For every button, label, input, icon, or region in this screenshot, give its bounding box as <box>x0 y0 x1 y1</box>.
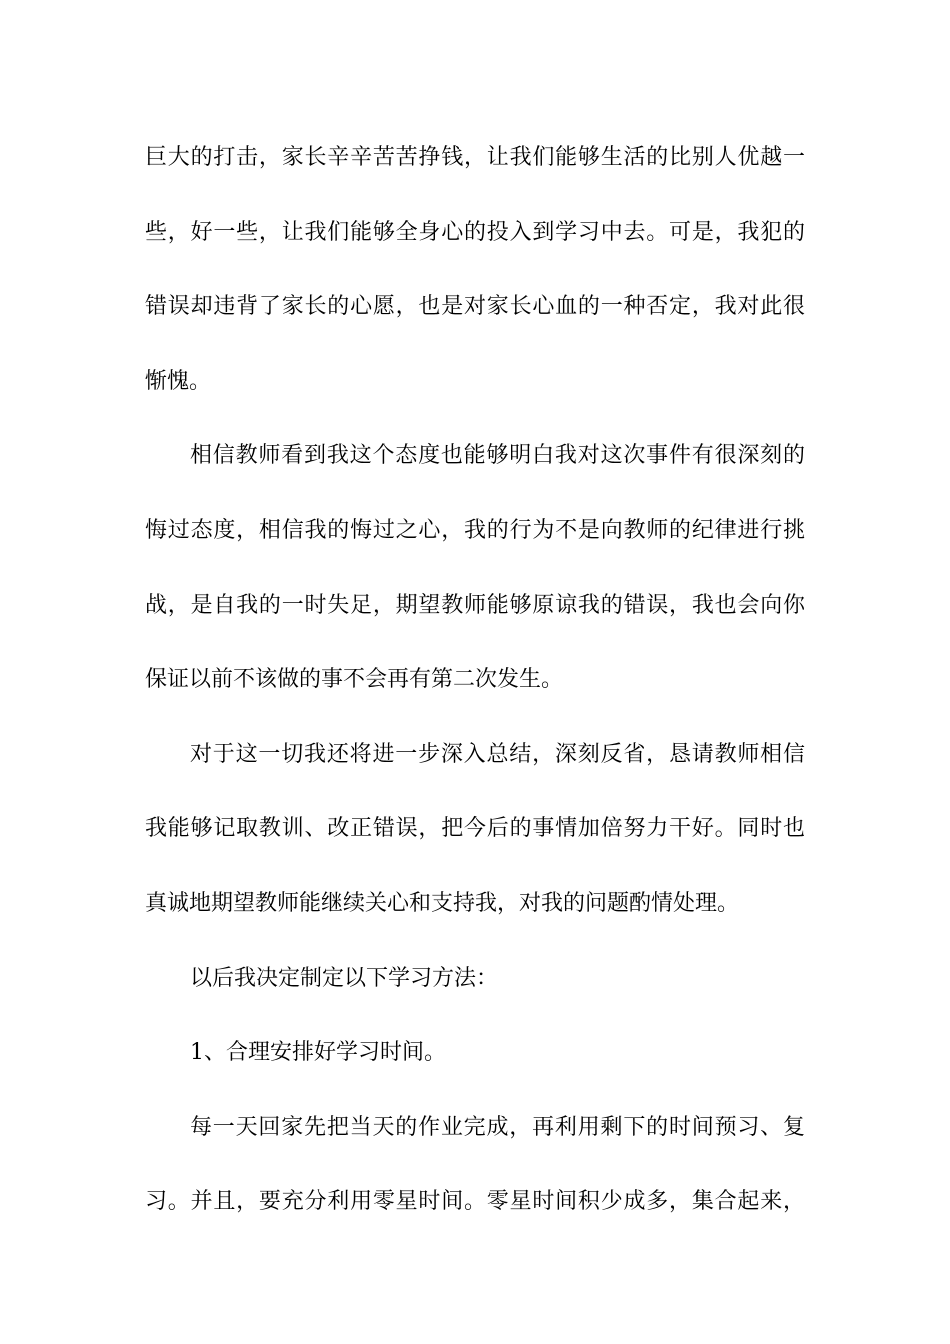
text-line: 真诚地期望教师能继续关心和支持我，对我的问题酌情处理。 <box>145 890 740 916</box>
text-line: 保证以前不该做的事不会再有第二次发生。 <box>145 667 564 693</box>
paragraph-first-line: 每一天回家先把当天的作业完成，再利用剩下的时间预习、复 <box>190 1114 805 1140</box>
document-body <box>145 121 805 1240</box>
text-line: 错误却违背了家长的心愿，也是对家长心血的一种否定，我对此很 <box>145 294 805 320</box>
text-line: 巨大的打击，家长辛辛苦苦挣钱，让我们能够生活的比别人优越一 <box>145 145 805 170</box>
text-line: 习。并且，要充分利用零星时间。零星时间积少成多，集合起来， <box>145 1189 805 1215</box>
text-line: 战，是自我的一时失足，期望教师能够原谅我的错误，我也会向你 <box>145 592 805 618</box>
text-line: 我能够记取教训、改正错误，把今后的事情加倍努力干好。同时也 <box>145 816 805 842</box>
text-line: 些，好一些，让我们能够全身心的投入到学习中去。可是，我犯的 <box>145 219 805 245</box>
text-line: 惭愧。 <box>145 368 212 394</box>
paragraph-first-line: 相信教师看到我这个态度也能够明白我对这次事件有很深刻的 <box>190 443 805 469</box>
paragraph-first-line: 以后我决定制定以下学习方法： <box>190 965 499 991</box>
list-item-heading: 1、合理安排好学习时间。 <box>190 1040 446 1066</box>
text-line: 悔过态度，相信我的悔过之心，我的行为不是向教师的纪律进行挑 <box>145 517 805 543</box>
paragraph-first-line: 对于这一切我还将进一步深入总结，深刻反省，恳请教师相信 <box>190 741 805 767</box>
